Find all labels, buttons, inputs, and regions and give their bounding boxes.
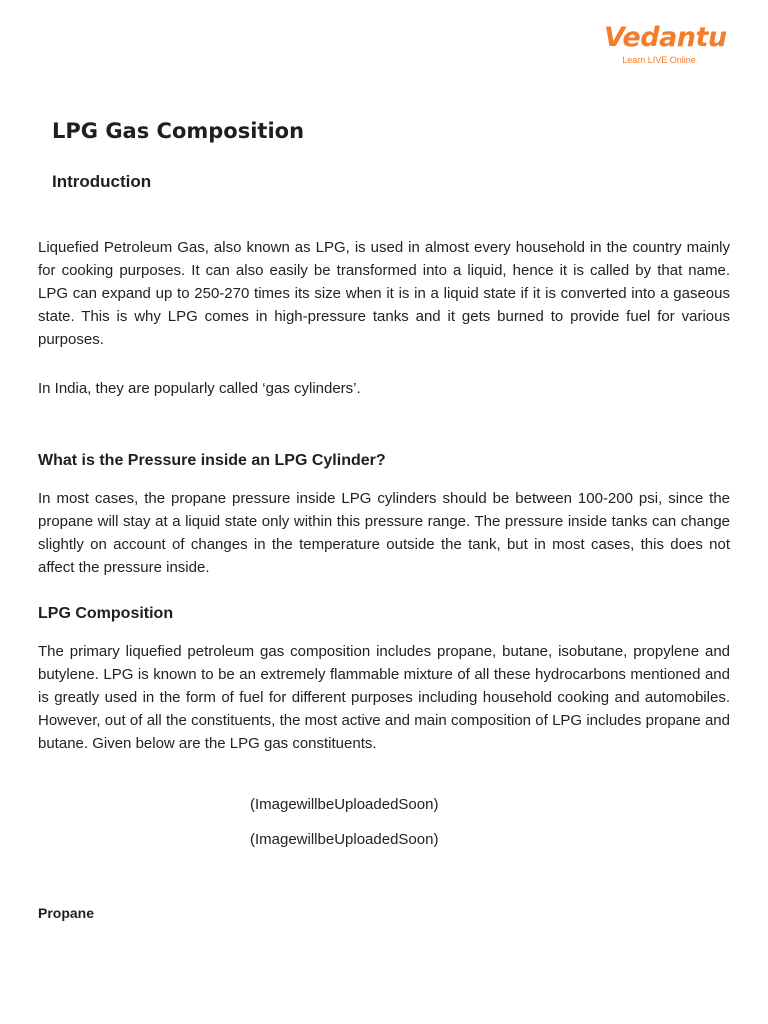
image-placeholder: (ImagewillbeUploadedSoon) xyxy=(250,831,439,848)
logo-wordmark: Vedantu xyxy=(604,22,727,53)
pressure-heading: What is the Pressure inside an LPG Cylinder? xyxy=(38,452,386,469)
vedantu-logo xyxy=(604,22,727,65)
introduction-paragraph: Liquefied Petroleum Gas, also known as LPG, is used in almost every household in the country mainly for cooking purposes. It can also easily be transformed into a liquid, hence it is called by that name. LPG can expand up to 250-270 times its size when it is in a liquid state if it is converted into a gaseous state. This is why LPG comes in high-pressure tanks and it gets burned to provide fuel for various purposes. xyxy=(38,239,730,348)
introduction-heading: Introduction xyxy=(52,172,152,191)
pressure-paragraph: In most cases, the propane pressure inside LPG cylinders should be between 100-200 psi, since the propane will stay at a liquid state only within this pressure range. The pressure inside tanks can change slightly on account of changes in the temperature outside the tank, but in most cases, this does not affect the pressure inside. xyxy=(38,490,730,576)
propane-heading: Propane xyxy=(38,905,95,921)
page-title: LPG Gas Composition xyxy=(52,119,305,143)
composition-heading: LPG Composition xyxy=(38,605,174,622)
logo-tagline: Learn LIVE Online xyxy=(622,55,696,65)
image-placeholder: (ImagewillbeUploadedSoon) xyxy=(250,796,439,813)
introduction-note: In India, they are popularly called ‘gas cylinders’. xyxy=(38,380,361,397)
composition-paragraph: The primary liquefied petroleum gas composition includes propane, butane, isobutane, propylene and butylene. LPG is known to be an extremely flammable mixture of all these hydrocarbons mentioned and is greatly used in the form of fuel for different purposes including household cooking and automobiles. However, out of all the constituents, the most active and main composition of LPG includes propane and butane. Given below are the LPG gas constituents. xyxy=(38,643,730,752)
